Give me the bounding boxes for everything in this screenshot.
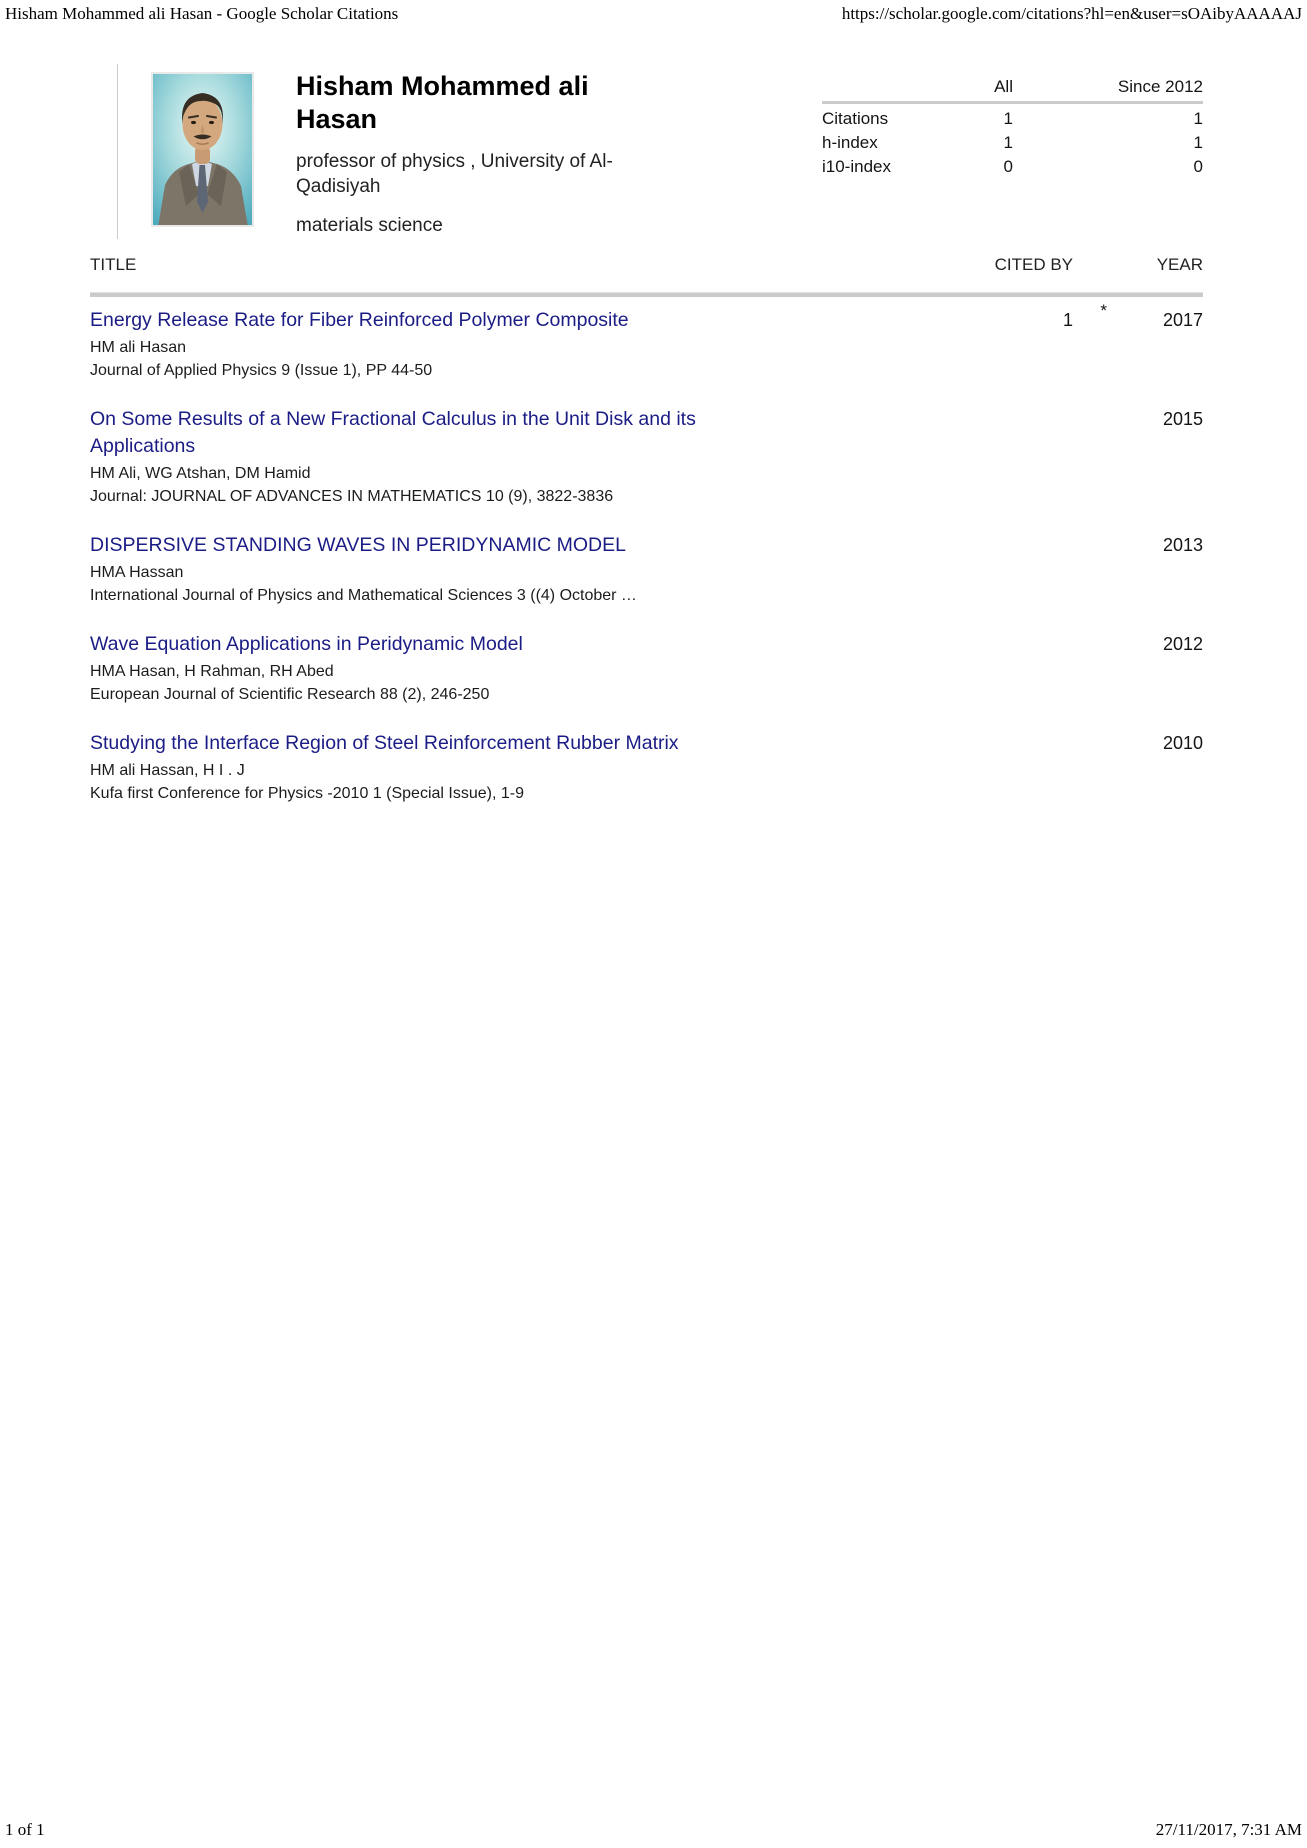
stats-value-since: 0	[1193, 157, 1203, 176]
column-header-cited-by: CITED BY	[994, 255, 1073, 274]
publication-title-link[interactable]: DISPERSIVE STANDING WAVES IN PERIDYNAMIC MODEL	[90, 534, 626, 556]
publications-header-row	[90, 255, 1203, 292]
column-header-title: TITLE	[90, 255, 137, 274]
profile-info	[296, 64, 696, 238]
publication-cited-by-cell	[958, 730, 1073, 805]
publication-venue: International Journal of Physics and Mathematical Sciences 3 ((4) October …	[90, 587, 637, 604]
stats-metric-label: Citations	[822, 109, 889, 128]
publication-title-link[interactable]: Studying the Interface Region of Steel Reinforcement Rubber Matrix	[90, 732, 679, 754]
page-content	[90, 64, 1203, 829]
print-header-title: Hisham Mohammed ali Hasan - Google Scholar Citations	[5, 4, 399, 23]
profile-affiliation: professor of physics , University of Al-Qadisiyah	[296, 151, 613, 197]
publication-row	[90, 532, 1203, 607]
stats-row	[822, 131, 1203, 155]
publication-authors: HM ali Hasan	[90, 339, 187, 356]
publication-authors: HMA Hasan, H Rahman, RH Abed	[90, 663, 334, 680]
publication-title-link[interactable]: On Some Results of a New Fractional Calculus in the Unit Disk and its Applications	[90, 408, 696, 457]
publication-row	[90, 730, 1203, 805]
citation-merge-asterisk: *	[1100, 301, 1107, 320]
publication-row	[90, 631, 1203, 706]
publications-list	[90, 301, 1203, 805]
publication-main	[90, 307, 958, 382]
publication-year: 2013	[1162, 535, 1203, 555]
publication-year: 2012	[1162, 634, 1203, 654]
stats-metric-label: h-index	[822, 133, 878, 152]
publication-year: 2017	[1162, 310, 1203, 330]
print-footer-page-count: 1 of 1	[5, 1820, 45, 1839]
publication-year: 2015	[1162, 409, 1203, 429]
stats-row	[822, 107, 1203, 131]
profile-photo-cell	[117, 64, 254, 239]
publication-cited-by-cell	[958, 301, 1107, 382]
publication-title-link[interactable]: Wave Equation Applications in Peridynamic Model	[90, 633, 523, 655]
publication-venue: European Journal of Scientific Research 88 (2), 246-250	[90, 686, 490, 703]
publication-row	[90, 406, 1203, 508]
profile-name: Hisham Mohammed ali Hasan	[296, 71, 589, 134]
stats-header-row	[822, 75, 1203, 104]
publication-title-link[interactable]: Energy Release Rate for Fiber Reinforced Polymer Composite	[90, 309, 629, 331]
stats-value-all: 1	[1003, 109, 1013, 128]
stats-row	[822, 155, 1203, 179]
publication-cited-by-cell	[958, 631, 1073, 706]
publication-cited-by-cell	[958, 406, 1073, 508]
publication-main	[90, 730, 958, 805]
column-header-year: YEAR	[1156, 255, 1203, 274]
print-header-url: https://scholar.google.com/citations?hl=en&user=sOAibyAAAAAJ	[841, 4, 1302, 23]
print-footer-timestamp: 27/11/2017, 7:31 AM	[1155, 1820, 1302, 1839]
header-divider-rule	[90, 292, 1203, 297]
profile-photo	[151, 72, 254, 227]
publication-authors: HMA Hassan	[90, 564, 184, 581]
stats-value-since: 1	[1193, 109, 1203, 128]
print-header	[5, 4, 1302, 24]
publication-main	[90, 532, 958, 607]
stats-value-all: 0	[1003, 157, 1013, 176]
publication-year: 2010	[1162, 733, 1203, 753]
publication-venue: Journal: JOURNAL OF ADVANCES IN MATHEMATICS 10 (9), 3822-3836	[90, 488, 614, 505]
print-footer	[5, 1820, 1302, 1840]
citation-stats-table	[822, 75, 1203, 179]
publication-authors: HM ali Hassan, H I . J	[90, 762, 245, 779]
stats-value-since: 1	[1193, 133, 1203, 152]
cited-by-count-link[interactable]: 1	[1062, 310, 1073, 330]
stats-metric-label: i10-index	[822, 157, 891, 176]
publication-venue: Journal of Applied Physics 9 (Issue 1), PP 44-50	[90, 362, 433, 379]
publication-row	[90, 301, 1203, 382]
profile-interests	[296, 213, 696, 238]
stats-header-spacer	[822, 75, 953, 99]
publication-authors: HM Ali, WG Atshan, DM Hamid	[90, 465, 311, 482]
stats-value-all: 1	[1003, 133, 1013, 152]
stats-col-since: Since 2012	[1117, 77, 1203, 96]
publication-venue: Kufa first Conference for Physics -2010 1 (Special Issue), 1-9	[90, 785, 524, 802]
stats-col-all: All	[994, 77, 1013, 96]
publication-main	[90, 406, 958, 508]
publication-cited-by-cell	[958, 532, 1073, 607]
interest-link-materials-science[interactable]: materials science	[296, 215, 443, 236]
publications-section	[90, 255, 1203, 805]
profile-section	[90, 64, 1203, 239]
publication-main	[90, 631, 958, 706]
